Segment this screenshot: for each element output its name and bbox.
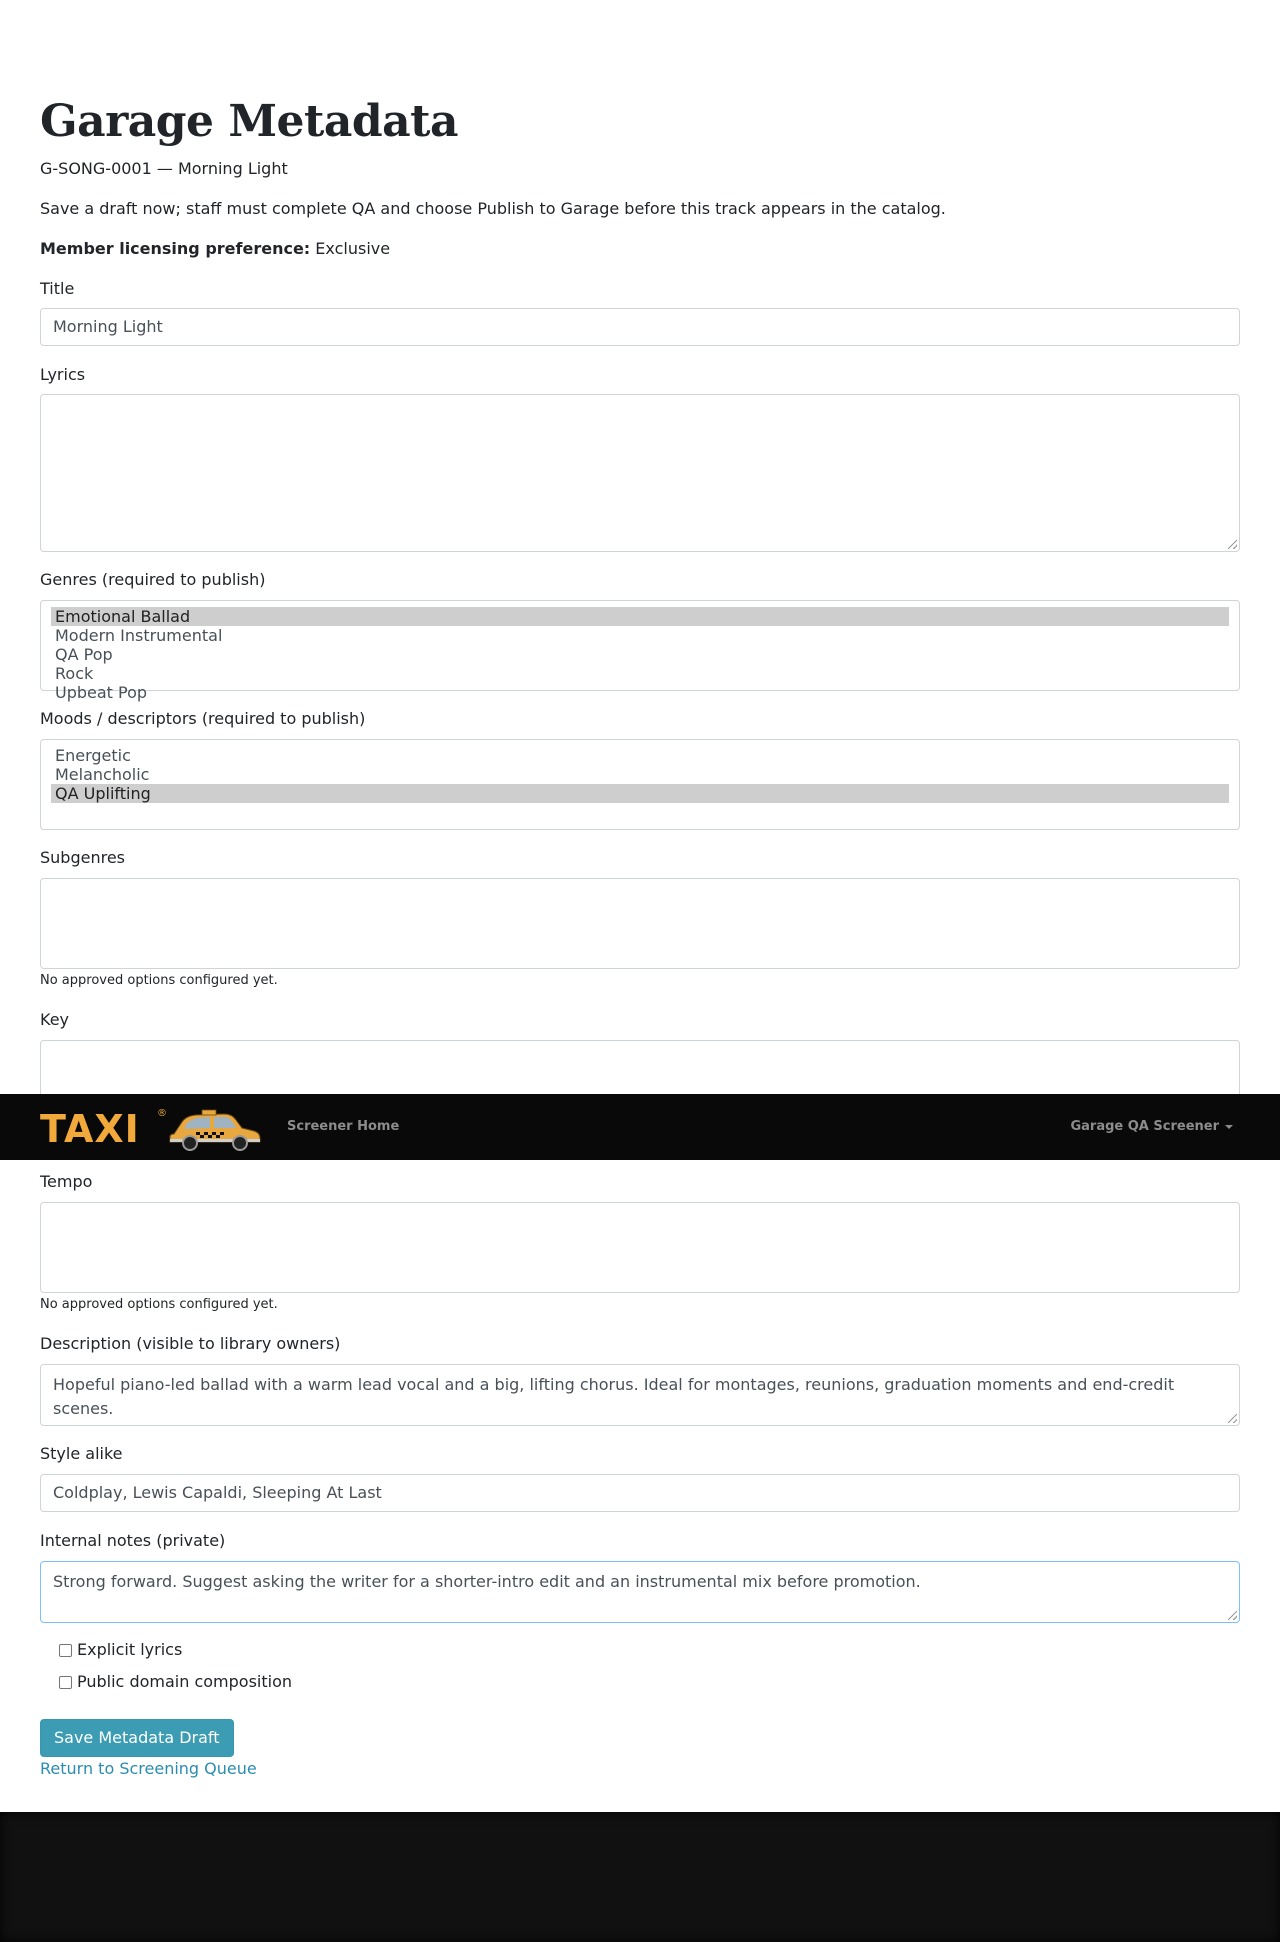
moods-label: Moods / descriptors (required to publish) xyxy=(40,709,366,728)
lyrics-label: Lyrics xyxy=(40,365,86,384)
page-title: Garage Metadata xyxy=(40,96,458,147)
draft-notice: Save a draft now; staff must complete QA and choose Publish to Garage before this track appears in the catalog. xyxy=(40,199,946,218)
genre-option[interactable]: Emotional Ballad xyxy=(51,607,1229,626)
page-footer xyxy=(0,1812,1280,1942)
public-domain-checkbox[interactable] xyxy=(59,1676,72,1689)
explicit-lyrics-checkbox[interactable] xyxy=(59,1644,72,1657)
subgenres-listbox[interactable] xyxy=(40,878,1240,969)
licensing-value: Exclusive xyxy=(315,239,391,258)
user-menu-label[interactable]: Garage QA Screener xyxy=(1070,1119,1219,1134)
subgenres-help: No approved options configured yet. xyxy=(40,973,278,988)
tempo-listbox[interactable] xyxy=(40,1202,1240,1293)
genre-option[interactable]: QA Pop xyxy=(55,645,113,664)
explicit-lyrics-row[interactable] xyxy=(59,1638,182,1662)
internal-notes-value: Strong forward. Suggest asking the writer for a shorter-intro edit and an instrumental mix before promotion. xyxy=(53,1572,921,1591)
mood-option[interactable]: Melancholic xyxy=(55,765,150,784)
genres-listbox[interactable] xyxy=(40,600,1240,702)
description-textarea[interactable] xyxy=(40,1364,1240,1426)
mood-option[interactable]: Energetic xyxy=(55,746,131,765)
moods-listbox[interactable] xyxy=(40,739,1240,830)
licensing-label: Member licensing preference: xyxy=(40,239,311,258)
title-label: Title xyxy=(40,279,75,298)
tempo-label: Tempo xyxy=(40,1172,93,1191)
resize-grip-icon[interactable] xyxy=(1228,1611,1237,1620)
genres-label: Genres (required to publish) xyxy=(40,570,266,589)
logo-text: TAXI xyxy=(40,1107,140,1151)
public-domain-label[interactable]: Public domain composition xyxy=(77,1672,292,1691)
screener-home-link[interactable]: Screener Home xyxy=(287,1119,400,1134)
genre-option[interactable]: Rock xyxy=(55,664,94,683)
style-alike-input[interactable]: Coldplay, Lewis Capaldi, Sleeping At Last xyxy=(40,1474,1240,1512)
explicit-lyrics-label[interactable]: Explicit lyrics xyxy=(77,1640,183,1659)
save-metadata-draft-button[interactable]: Save Metadata Draft xyxy=(40,1719,234,1757)
style-alike-label: Style alike xyxy=(40,1444,123,1463)
resize-grip-icon[interactable] xyxy=(1228,540,1237,549)
description-value: Hopeful piano-led ballad with a warm lead vocal and a big, lifting chorus. Ideal for montages, reunions, graduation moments and end-credit scenes. xyxy=(53,1375,1175,1418)
logo-registered-mark: ® xyxy=(157,1108,167,1119)
tempo-help: No approved options configured yet. xyxy=(40,1297,278,1312)
genre-option[interactable]: Modern Instrumental xyxy=(55,626,223,645)
caret-down-icon xyxy=(1225,1125,1233,1129)
genre-option[interactable]: Upbeat Pop xyxy=(55,683,148,702)
description-label: Description (visible to library owners) xyxy=(40,1334,341,1353)
internal-notes-textarea[interactable] xyxy=(40,1561,1240,1623)
mood-option[interactable]: QA Uplifting xyxy=(51,784,1229,803)
lyrics-textarea[interactable] xyxy=(40,394,1240,552)
key-label: Key xyxy=(40,1010,70,1029)
return-to-queue-link[interactable]: Return to Screening Queue xyxy=(40,1759,257,1778)
song-id-subtitle: G-SONG-0001 — Morning Light xyxy=(40,159,288,178)
internal-notes-label: Internal notes (private) xyxy=(40,1531,226,1550)
subgenres-label: Subgenres xyxy=(40,848,125,867)
user-menu-dropdown[interactable] xyxy=(1070,1118,1233,1136)
resize-grip-icon[interactable] xyxy=(1228,1414,1237,1423)
taxi-car-icon xyxy=(166,1104,262,1154)
title-input[interactable]: Morning Light xyxy=(40,308,1240,346)
taxi-logo[interactable] xyxy=(40,1102,262,1154)
public-domain-row[interactable] xyxy=(59,1670,292,1694)
navbar xyxy=(0,1094,1280,1160)
licensing-preference xyxy=(40,237,390,261)
